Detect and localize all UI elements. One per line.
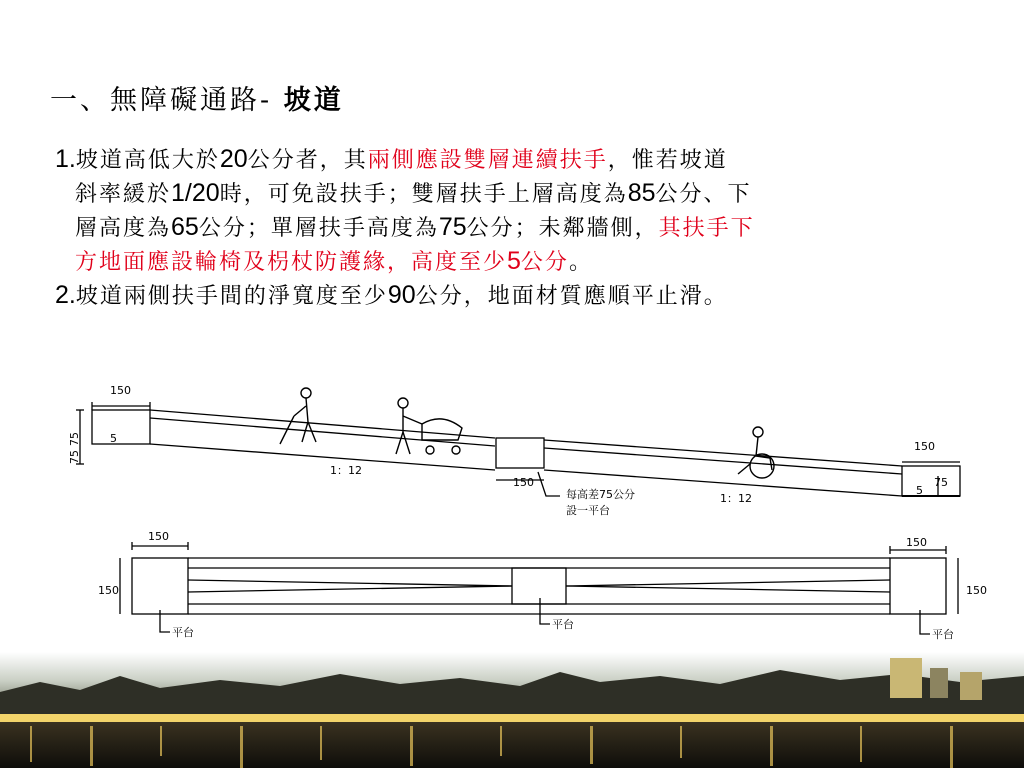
upper-landing xyxy=(92,410,150,444)
body-segment: 層高度為 xyxy=(75,216,172,241)
landing-note-1: 每高差75公分 xyxy=(566,488,635,501)
plan-landing-right xyxy=(890,558,946,614)
dim-left-c: 5 xyxy=(110,432,117,445)
item-1-line-4 xyxy=(75,244,593,280)
body-segment: 公分、下 xyxy=(655,182,752,207)
dim-landing: 150 xyxy=(513,476,534,489)
plan-dim-top-left: 150 xyxy=(148,530,169,543)
body-segment: 90 xyxy=(387,281,416,309)
body-segment: 公分；單層扶手高度為 xyxy=(198,216,439,241)
title-prefix: 一、無障礙通路- xyxy=(50,85,284,116)
item-1-line-3 xyxy=(75,210,755,246)
ramp-diagram-svg xyxy=(70,370,1000,662)
handrail-lower-1 xyxy=(150,418,495,446)
body-segment: 85 xyxy=(627,179,656,207)
plan-view xyxy=(120,542,958,634)
handrail-upper-2 xyxy=(544,440,902,466)
handrail-lower-2 xyxy=(544,448,902,474)
section-labels xyxy=(68,384,948,517)
dim-right-75: 75 xyxy=(934,476,948,489)
body-segment: 。 xyxy=(568,250,593,275)
item-1-line-2 xyxy=(75,176,752,212)
dim-top-left: 150 xyxy=(110,384,131,397)
landing-note-2: 設一平台 xyxy=(566,504,610,517)
handrail-upper-1 xyxy=(150,410,495,438)
body-segment: 1. xyxy=(55,145,76,173)
emphasis-text: 5 xyxy=(507,247,521,275)
slope-left: 1：12 xyxy=(330,464,362,477)
item-1-line-1 xyxy=(55,142,728,178)
plan-label-left: 平台 xyxy=(172,626,194,639)
skyline-footer xyxy=(0,652,1024,768)
emphasis-text: 兩側應設雙層連續扶手 xyxy=(367,148,608,173)
dim-left-b: 75 xyxy=(68,450,81,464)
body-segment: 65 xyxy=(171,213,199,241)
skyline-image xyxy=(0,652,1024,768)
body-segment: 公分，地面材質應順平止滑。 xyxy=(415,284,728,309)
title-emphasis: 坡道 xyxy=(283,85,344,116)
body-segment: 坡道高低大於 xyxy=(75,148,220,173)
dim-right-top: 150 xyxy=(914,440,935,453)
body-segment: 75 xyxy=(438,213,467,241)
lower-landing xyxy=(902,466,960,496)
body-segment: ，惟若坡道 xyxy=(607,148,728,173)
body-segment: 坡道兩側扶手間的淨寬度至少 xyxy=(75,284,388,309)
dim-left-a: 75 xyxy=(68,432,81,446)
emphasis-text: 其扶手下 xyxy=(658,216,755,241)
plan-dim-top-right: 150 xyxy=(906,536,927,549)
ramp-diagram xyxy=(70,370,1000,662)
emphasis-text: 公分 xyxy=(520,250,569,275)
plan-landing-mid xyxy=(512,568,566,604)
plan-landing-left xyxy=(132,558,188,614)
body-segment: 公分者，其 xyxy=(247,148,368,173)
body-segment: 20 xyxy=(219,145,248,173)
plan-dim-right-side: 150 xyxy=(966,584,987,597)
body-segment: 公分；未鄰牆側， xyxy=(466,216,659,241)
plan-label-right: 平台 xyxy=(932,628,954,641)
emphasis-text: 方地面應設輪椅及枴杖防護緣，高度至少 xyxy=(75,250,508,275)
slope-right: 1：12 xyxy=(720,492,752,505)
mid-landing xyxy=(496,438,544,468)
plan-dim-left-side: 150 xyxy=(98,584,119,597)
body-segment: 2. xyxy=(55,281,76,309)
body-segment: 1/20 xyxy=(171,179,220,207)
item-2-line-1 xyxy=(55,278,728,314)
slide-title xyxy=(50,78,344,117)
body-segment: 斜率緩於 xyxy=(75,182,172,207)
dim-right-5: 5 xyxy=(916,484,923,497)
plan-label-mid: 平台 xyxy=(552,618,574,631)
body-segment: 時，可免設扶手；雙層扶手上層高度為 xyxy=(219,182,628,207)
ramp-surface-1 xyxy=(150,444,495,470)
